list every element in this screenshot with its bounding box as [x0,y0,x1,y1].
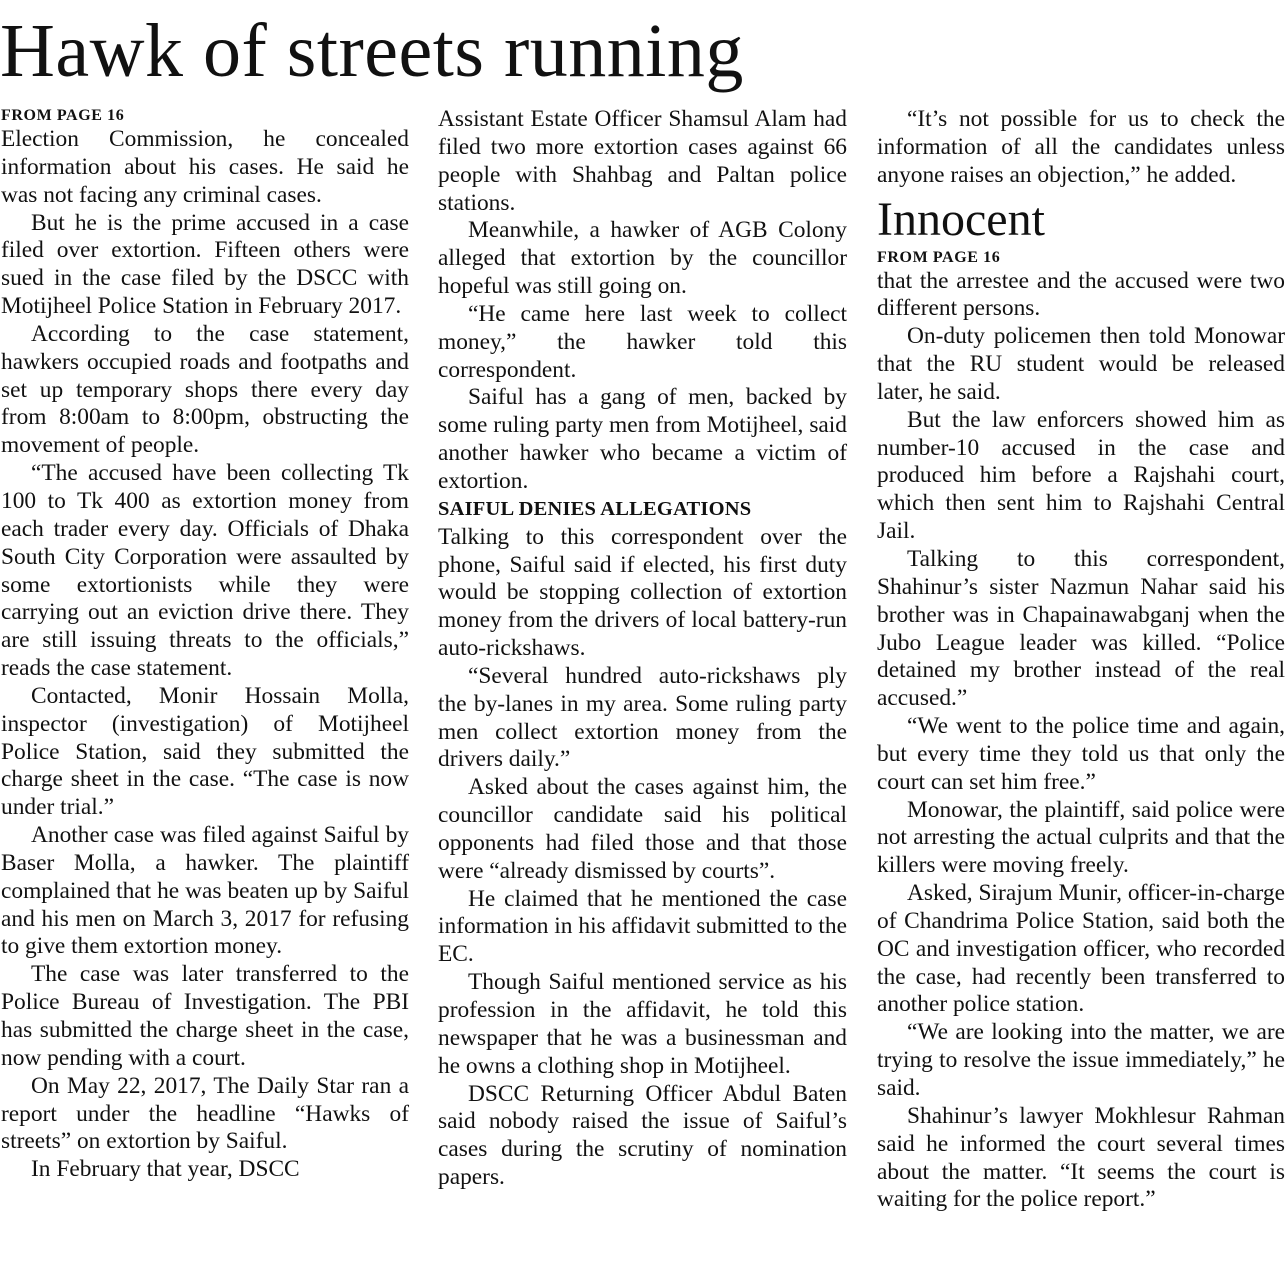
paragraph: Meanwhile, a hawker of AGB Colony alleged that extortion by the councillor hopeful was still going on. [438,217,847,300]
paragraph: DSCC Returning Officer Abdul Baten said nobody raised the issue of Saiful’s cases during the scrutiny of nomination papers. [438,1080,847,1191]
column-2 [438,106,847,1192]
paragraph: But the law enforcers showed him as number-10 accused in the case and produced him before a Rajshahi court, which then sent him to Rajshahi Central Jail. [877,406,1285,545]
paragraph: “Several hundred auto-rickshaws ply the by-lanes in my area. Some ruling party men collect extortion money from the drivers daily.” [438,662,847,773]
paragraph: Another case was filed against Saiful by Baser Molla, a hawker. The plaintiff complained that he was beaten up by Saiful and his men on March 3, 2017 for refusing to give them extortion money. [1,822,409,960]
column-1 [1,106,409,1184]
paragraph: “We are looking into the matter, we are trying to resolve the issue immediately,” he said. [877,1019,1285,1101]
paragraph: that the arrestee and the accused were two different persons. [877,267,1285,322]
paragraph: Election Commission, he concealed information about his cases. He said he was not facing any criminal cases. [1,126,409,208]
paragraph: On-duty policemen then told Monowar that the RU student would be released later, he said. [877,323,1285,405]
from-page-kicker: FROM PAGE 16 [1,107,125,124]
paragraph: In February that year, DSCC [31,1156,300,1183]
paragraph: Contacted, Monir Hossain Molla, inspector (investigation) of Motijheel Police Station, said they submitted the charge sheet in the case. “The case is now under trial.” [1,682,409,821]
paragraph: “We went to the police time and again, but every time they told us that only the court can set him free.” [877,713,1285,795]
paragraph: On May 22, 2017, The Daily Star ran a report under the headline “Hawks of streets” on extortion by Saiful. [1,1072,409,1155]
paragraph: He claimed that he mentioned the case information in his affidavit submitted to the EC. [438,885,847,968]
column-3 [877,106,1285,1214]
paragraph: According to the case statement, hawkers occupied roads and footpaths and set up temporary shops there every day from 8:00am to 8:00pm, obstructing the movement of people. [1,320,409,459]
paragraph: Talking to this correspondent over the phone, Saiful said if elected, his first duty would be stopping collection of extortion money from the drivers of local battery-run auto-rickshaws. [438,523,847,662]
headline: Hawk of streets running [0,9,744,93]
paragraph: Talking to this correspondent, Shahinur’s sister Nazmun Nahar said his brother was in Chapainawabganj when the Jubo League leader was killed. “Police detained my brother instead of the real accused.” [877,545,1285,712]
from-page-kicker: FROM PAGE 16 [877,248,1001,266]
paragraph: Assistant Estate Officer Shamsul Alam had filed two more extortion cases against 66 people with Shahbag and Paltan police stations. [438,106,847,216]
paragraph: Monowar, the plaintiff, said police were not arresting the actual culprits and that the killers were moving freely. [877,796,1285,879]
paragraph: Asked, Sirajum Munir, officer-in-charge of Chandrima Police Station, said both the OC and investigation officer, who recorded the case, had recently been transferred to another police station. [877,880,1285,1018]
second-headline: Innocent [877,192,1045,246]
paragraph: Saiful has a gang of men, backed by some ruling party men from Motijheel, said another hawker who became a victim of extortion. [438,384,847,494]
paragraph: “It’s not possible for us to check the information of all the candidates unless anyone raises an objection,” he added. [877,106,1285,188]
paragraph: But he is the prime accused in a case filed over extortion. Fifteen others were sued in the case filed by the DSCC with Motijheel Police Station in February 2017. [1,209,409,320]
paragraph: The case was later transferred to the Police Bureau of Investigation. The PBI has submitted the charge sheet in the case, now pending with a court. [1,961,409,1071]
paragraph: Though Saiful mentioned service as his profession in the affidavit, he told this newspaper that he was a businessman and he owns a clothing shop in Motijheel. [438,969,847,1079]
paragraph: Asked about the cases against him, the councillor candidate said his political opponents had filed those and that those were “already dismissed by courts”. [438,774,847,884]
subheading: SAIFUL DENIES ALLEGATIONS [438,497,752,520]
paragraph: “He came here last week to collect money,” the hawker told this correspondent. [438,300,847,383]
paragraph: “The accused have been collecting Tk 100 to Tk 400 as extortion money from each trader every day. Officials of Dhaka South City Corporation were assaulted by some extortionists while they were carrying out an eviction drive there. They are still issuing threats to the officials,” reads the case statement. [1,460,409,682]
paragraph: Shahinur’s lawyer Mokhlesur Rahman said he informed the court several times about the matter. “It seems the court is waiting for the police report.” [877,1102,1285,1213]
